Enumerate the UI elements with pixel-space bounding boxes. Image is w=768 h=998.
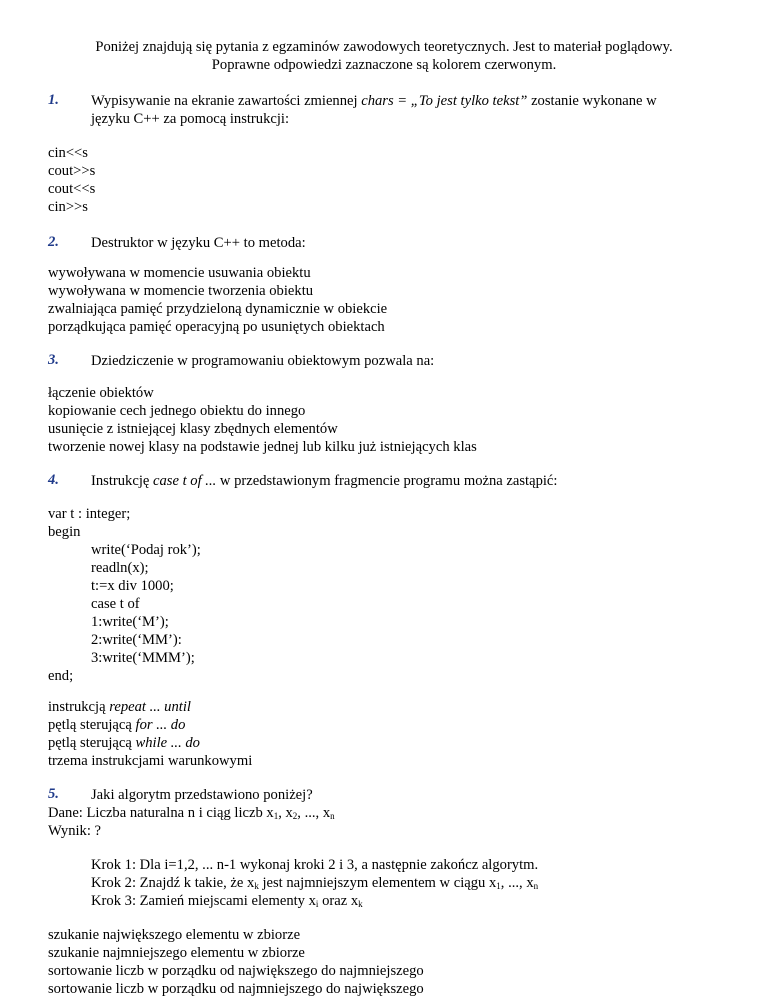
question-1-text: Wypisywanie na ekranie zawartości zmiennej chars = „To jest tylko tekst” zostanie wykonane w języku C++ za pomocą instrukcji: [91, 93, 657, 127]
answer-option: sortowanie liczb w porządku od największego do najmniejszego [48, 963, 424, 979]
algorithm-input: Dane: Liczba naturalna n i ciąg liczb $x_1$, $x_2$, ..., $x_n$ [48, 805, 335, 821]
answer-option: wywoływana w momencie tworzenia obiektu [48, 283, 314, 299]
answer-option: sortowanie liczb w porządku od najmniejszego do największego [48, 981, 424, 997]
algorithm-step-3: Krok 3: Zamień miejscami elementy $x_i$ oraz $x_k$ [91, 893, 363, 909]
answer-option: cin>>s [48, 199, 88, 215]
question-3-number: 3. [48, 352, 59, 368]
answer-option: cout<<s [48, 181, 96, 197]
code-line: 2:write(‘MM’): [91, 632, 182, 648]
algorithm-output: Wynik: ? [48, 823, 102, 839]
question-5-number: 5. [48, 786, 59, 802]
code-line: write(‘Podaj rok’); [91, 542, 201, 558]
answer-option: kopiowanie cech jednego obiektu do innego [48, 403, 306, 419]
question-2-number: 2. [48, 234, 59, 250]
code-line: case t of [91, 596, 140, 612]
answer-option: cin<<s [48, 145, 88, 161]
answer-option: pętlą sterującą for ... do [48, 717, 186, 733]
answer-option: zwalniająca pamięć przydzieloną dynamicznie w obiekcie [48, 301, 388, 317]
answer-option: pętlą sterującą while ... do [48, 735, 200, 751]
code-line: readln(x); [91, 560, 149, 576]
answer-option: trzema instrukcjami warunkowymi [48, 753, 253, 769]
answer-option: łączenie obiektów [48, 385, 154, 401]
question-4-text: Instrukcję case t of ... w przedstawionym fragmencie programu można zastąpić: [91, 473, 558, 489]
answer-option: porządkująca pamięć operacyjną po usuniętych obiektach [48, 319, 385, 335]
question-4-number: 4. [48, 472, 59, 488]
code-line: end; [48, 668, 74, 684]
variable-chars: chars = „To jest tylko tekst” [361, 93, 528, 109]
answer-option: cout>>s [48, 163, 96, 179]
question-1-number: 1. [48, 92, 59, 108]
question-2-text: Destruktor w języku C++ to metoda: [91, 235, 306, 251]
algorithm-step-1: Krok 1: Dla i=1,2, ... n-1 wykonaj kroki 2 i 3, a następnie zakończ algorytm. [91, 857, 539, 873]
code-line: 3:write(‘MMM’); [91, 650, 195, 666]
code-line: 1:write(‘M’); [91, 614, 169, 630]
answer-option: instrukcją repeat ... until [48, 699, 191, 715]
answer-option: szukanie największego elementu w zbiorze [48, 927, 301, 943]
intro-line-1: Poniżej znajdują się pytania z egzaminów zawodowych teoretycznych. Jest to materiał poglądowy. [95, 39, 673, 55]
code-line: var t : integer; [48, 506, 131, 522]
answer-option: wywoływana w momencie usuwania obiektu [48, 265, 311, 281]
answer-option: usunięcie z istniejącej klasy zbędnych elementów [48, 421, 338, 437]
code-line: begin [48, 524, 81, 540]
question-5-text: Jaki algorytm przedstawiono poniżej? [91, 787, 313, 803]
algorithm-step-2: Krok 2: Znajdź k takie, że $x_k$ jest najmniejszym elementem w ciągu $x_1$, ..., $x_n$ [91, 875, 539, 891]
answer-option: tworzenie nowej klasy na podstawie jednej lub kilku już istniejących klas [48, 439, 477, 455]
question-3-text: Dziedziczenie w programowaniu obiektowym pozwala na: [91, 353, 435, 369]
answer-option: szukanie najmniejszego elementu w zbiorze [48, 945, 305, 961]
code-line: t:=x div 1000; [91, 578, 174, 594]
intro-line-2: Poprawne odpowiedzi zaznaczone są kolorem czerwonym. [211, 57, 557, 73]
